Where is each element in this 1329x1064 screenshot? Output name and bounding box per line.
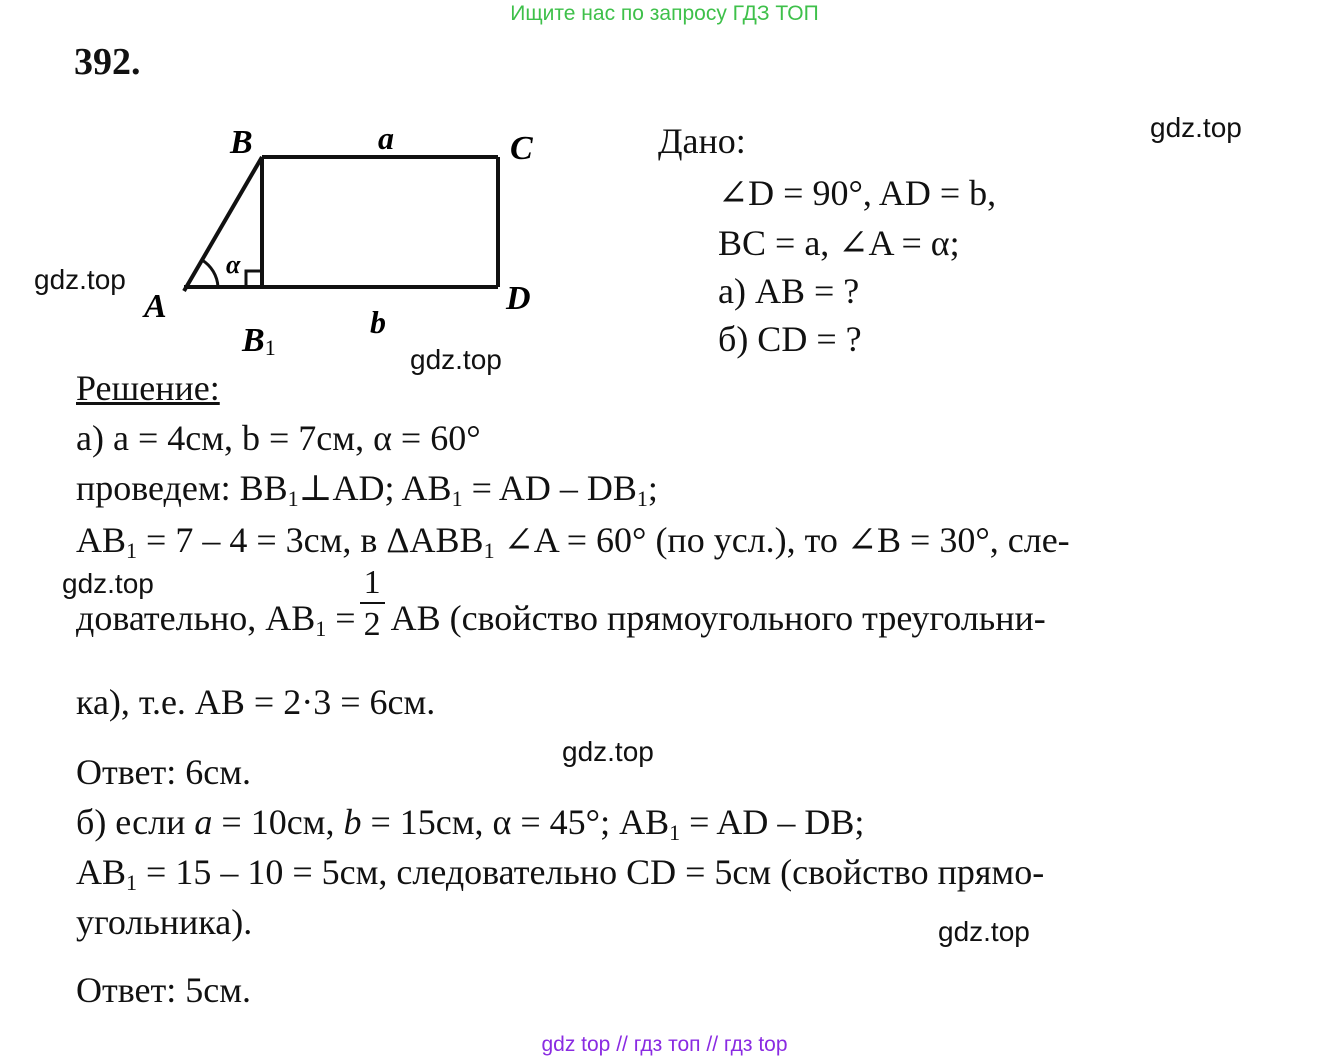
solution-line-4: довательно, $AB_1$ = $\frac{1}{2}$ AB (свойство прямоугольного треугольни-	[76, 563, 1046, 643]
watermark: gdz.top	[410, 344, 502, 375]
watermark: gdz.top	[938, 916, 1030, 947]
given-line-2: BC = a, ∠A = α;	[718, 223, 960, 263]
label-c: C	[510, 130, 533, 167]
watermark: gdz.top	[562, 736, 654, 767]
label-b1	[241, 322, 276, 360]
solution-line-6: б) если a = 10см, b = 15см, α = 45°; $AB_1$ = AD – DB;	[76, 802, 865, 845]
label-a-side: a	[378, 120, 394, 156]
solution-line-7: $AB_1 = 15 - 10 = 5см$, следовательно CD = 5см (свойство прямо-	[76, 852, 1045, 895]
label-b: B	[230, 124, 253, 161]
problem-number: 392.	[74, 41, 141, 83]
watermark: gdz.top	[1150, 112, 1242, 143]
label-b1-main: B	[242, 322, 265, 359]
watermark: gdz.top	[34, 264, 126, 295]
label-b1-sub: 1	[264, 335, 276, 360]
solution-line-3: $AB_1 = 7 - 4 = 3см$, в $\Delta ABB_1$ ∠A = 60° (по усл.), то ∠B = 30°, сле-	[76, 520, 1070, 563]
right-angle-mark	[246, 271, 262, 287]
given-line-1: ∠D = 90°, AD = b,	[718, 173, 997, 213]
label-a: A	[144, 288, 167, 325]
solution-title: Решение:	[76, 368, 220, 408]
answer-2: Ответ: 5см.	[76, 970, 251, 1010]
footer-links[interactable]: gdz top // гдз топ // гдз top	[541, 1033, 788, 1056]
angle-arc	[202, 260, 218, 287]
given-line-3: а) AB = ?	[718, 271, 860, 311]
label-d: D	[506, 280, 531, 317]
solution-line-1: а) a = 4см, b = 7см, α = 60°	[76, 418, 481, 458]
given-title: Дано:	[658, 121, 746, 161]
fraction-one-half: $\frac{1}{2}$	[360, 566, 385, 642]
solution-line-2: проведем: $BB_1\perp AD$; $AB_1$ = AD – $DB_1$;	[76, 468, 658, 511]
label-b-side: b	[370, 304, 386, 340]
given-line-4: б) CD = ?	[718, 319, 862, 359]
trapezoid-figure	[140, 115, 560, 365]
top-banner[interactable]: Ищите нас по запросу ГДЗ ТОП	[510, 2, 819, 25]
watermark: gdz.top	[62, 568, 154, 599]
solution-line-8: угольника).	[76, 902, 253, 942]
label-alpha: α	[226, 250, 241, 279]
answer-1: Ответ: 6см.	[76, 752, 251, 792]
solution-line-5: ка), т.е. AB = 2·3 = 6см.	[76, 682, 436, 722]
